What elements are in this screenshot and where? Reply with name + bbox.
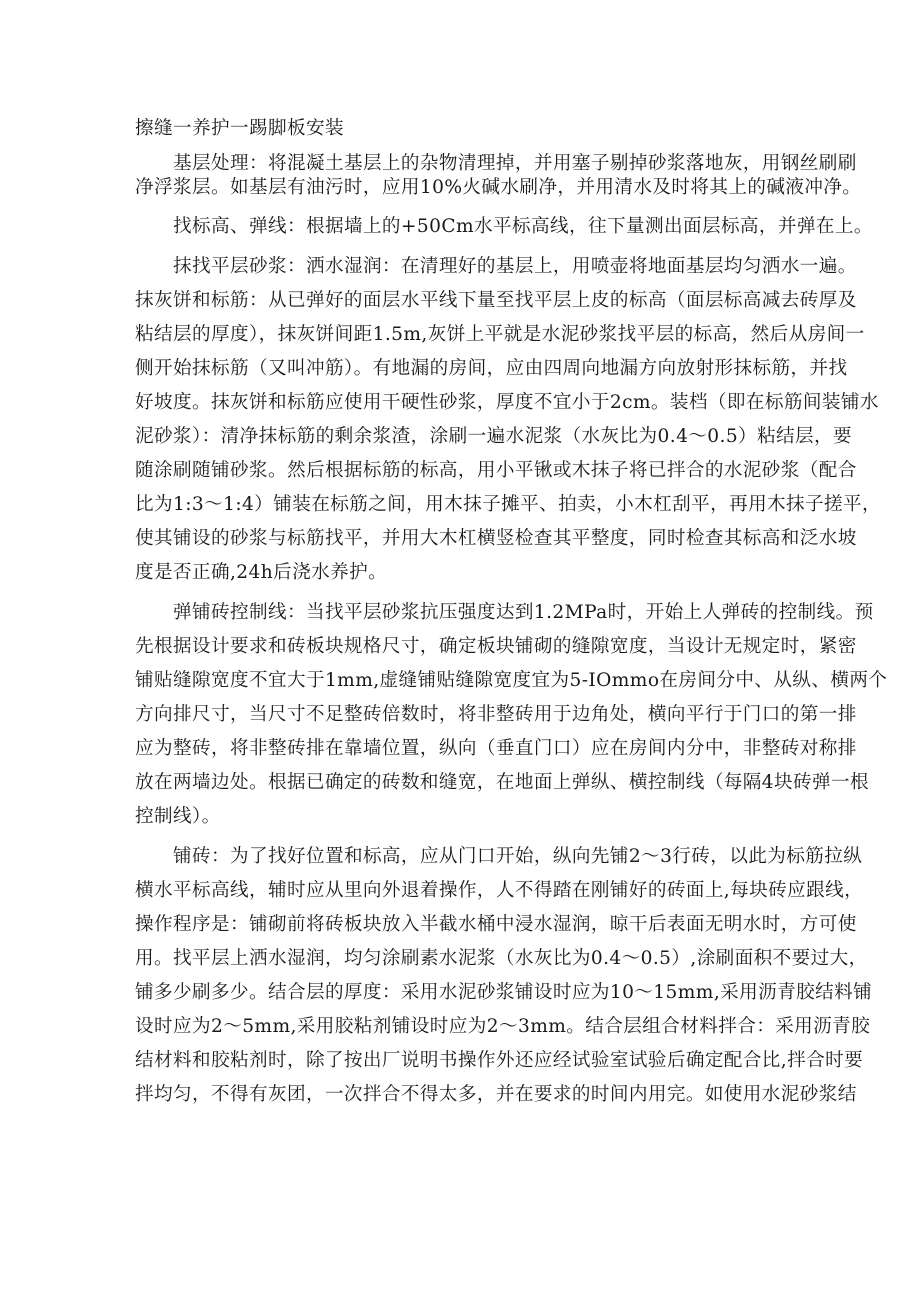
section-heading: 擦缝一养护一踢脚板安装 xyxy=(135,118,344,139)
text-line: 铺砖：为了找好位置和标高，应从门口开始，纵向先铺2～3行砖，以此为标筋拉纵 xyxy=(173,846,863,867)
text-line: 弹铺砖控制线：当找平层砂浆抗压强度达到1.2MPa时，开始上人弹砖的控制线。预 xyxy=(173,602,874,623)
text-line: 控制线）。 xyxy=(135,806,221,827)
text-line: 抹找平层砂浆：洒水湿润：在清理好的基层上，用喷壶将地面基层均匀洒水一遍。 xyxy=(173,256,857,277)
text-line: 先根据设计要求和砖板块规格尺寸，确定板块铺砌的缝隙宽度，当设计无规定时，紧密 xyxy=(135,636,857,657)
text-line: 横水平标高线，辅时应从里向外退着操作，人不得踏在刚铺好的砖面上,每块砖应跟线， xyxy=(135,880,864,901)
text-line: 净浮浆层。如基层有油污时，应用10%火碱水刷净，并用清水及时将其上的碱液冲净。 xyxy=(135,177,862,198)
text-line: 随涂刷随铺砂浆。然后根据标筋的标高，用小平锹或木抹子将已拌合的水泥砂浆（配合 xyxy=(135,460,857,481)
text-line: 比为1:3～1:4）铺装在标筋之间，用木抹子摊平、拍卖，小木杠刮平，再用木抹子搓平， xyxy=(135,494,882,515)
text-line: 抹灰饼和标筋：从已弹好的面层水平线下量至找平层上皮的标高（面层标高减去砖厚及 xyxy=(135,290,857,311)
text-line: 放在两墙边处。根据已确定的砖数和缝宽，在地面上弹纵、横控制线（每隔4块砖弹一根 xyxy=(135,772,869,793)
text-line: 方向排尺寸，当尺寸不足整砖倍数时，将非整砖用于边角处，横向平行于门口的第一排 xyxy=(135,704,857,725)
text-line: 侧开始抹标筋（又叫冲筋）。有地漏的房间，应由四周向地漏方向放射形抹标筋，并找 xyxy=(135,358,848,379)
text-line: 操作程序是：铺砌前将砖板块放入半截水桶中浸水湿润，晾干后表面无明水时，方可使 xyxy=(135,914,857,935)
document-page xyxy=(135,112,888,1118)
paragraph-leveling-line xyxy=(135,210,873,244)
text-line: 铺多少刷多少。结合层的厚度：采用水泥砂浆铺设时应为10～15mm,采用沥青胶结料铺 xyxy=(135,982,873,1003)
text-line: 使其铺设的砂浆与标筋找平，并用大木杠横竖检查其平整度，同时检查其标高和泛水坡 xyxy=(135,528,857,549)
text-line: 拌均匀，不得有灰团，一次拌合不得太多，并在要求的时间内用完。如使用水泥砂浆结 xyxy=(135,1084,857,1105)
text-line: 找标高、弹线：根据墙上的+50Cm水平标高线，往下量测出面层标高，并弹在上。 xyxy=(173,216,873,237)
text-line: 设时应为2～5mm,采用胶粘剂铺设时应为2～3mm。结合层组合材料拌合：采用沥青胶 xyxy=(135,1016,871,1037)
text-line: 粘结层的厚度），抹灰饼间距1.5m,灰饼上平就是水泥砂浆找平层的标高，然后从房间一 xyxy=(135,324,865,345)
text-line: 泥砂浆）：清净抹标筋的剩余浆渣，涂刷一遍水泥浆（水灰比为0.4～0.5）粘结层，要 xyxy=(135,426,853,447)
text-line: 结材料和胶粘剂时，除了按出厂说明书操作外还应经试验室试验后确定配合比,拌合时要 xyxy=(135,1050,864,1071)
text-line: 用。找平层上洒水湿润，均匀涂刷素水泥浆（水灰比为0.4～0.5）,涂刷面积不要过大， xyxy=(135,948,868,969)
text-line: 度是否正确,24h后浇水养护。 xyxy=(135,562,388,583)
text-line: 铺贴缝隙宽度不宜大于1mm,虚缝铺贴缝隙宽度宜为5-IOmmo在房间分中、从纵、横两个 xyxy=(135,670,888,691)
text-line: 好坡度。抹灰饼和标筋应使用干硬性砂浆，厚度不宜小于2cm。装档（即在标筋间装铺水 xyxy=(135,392,879,413)
paragraph-leveling-mortar xyxy=(135,250,857,284)
paragraph-tile-control-lines xyxy=(135,596,888,834)
paragraph-plaster-cakes xyxy=(135,284,882,590)
text-line: 应为整砖，将非整砖排在靠墙位置，纵向（垂直门口）应在房间内分中，非整砖对称排 xyxy=(135,738,857,759)
text-line: 基层处理：将混凝土基层上的杂物清理掉，并用塞子剔掉砂浆落地灰，用钢丝刷刷 xyxy=(173,153,857,174)
paragraph-base-treatment xyxy=(135,152,862,200)
paragraph-tiling xyxy=(135,840,873,1112)
